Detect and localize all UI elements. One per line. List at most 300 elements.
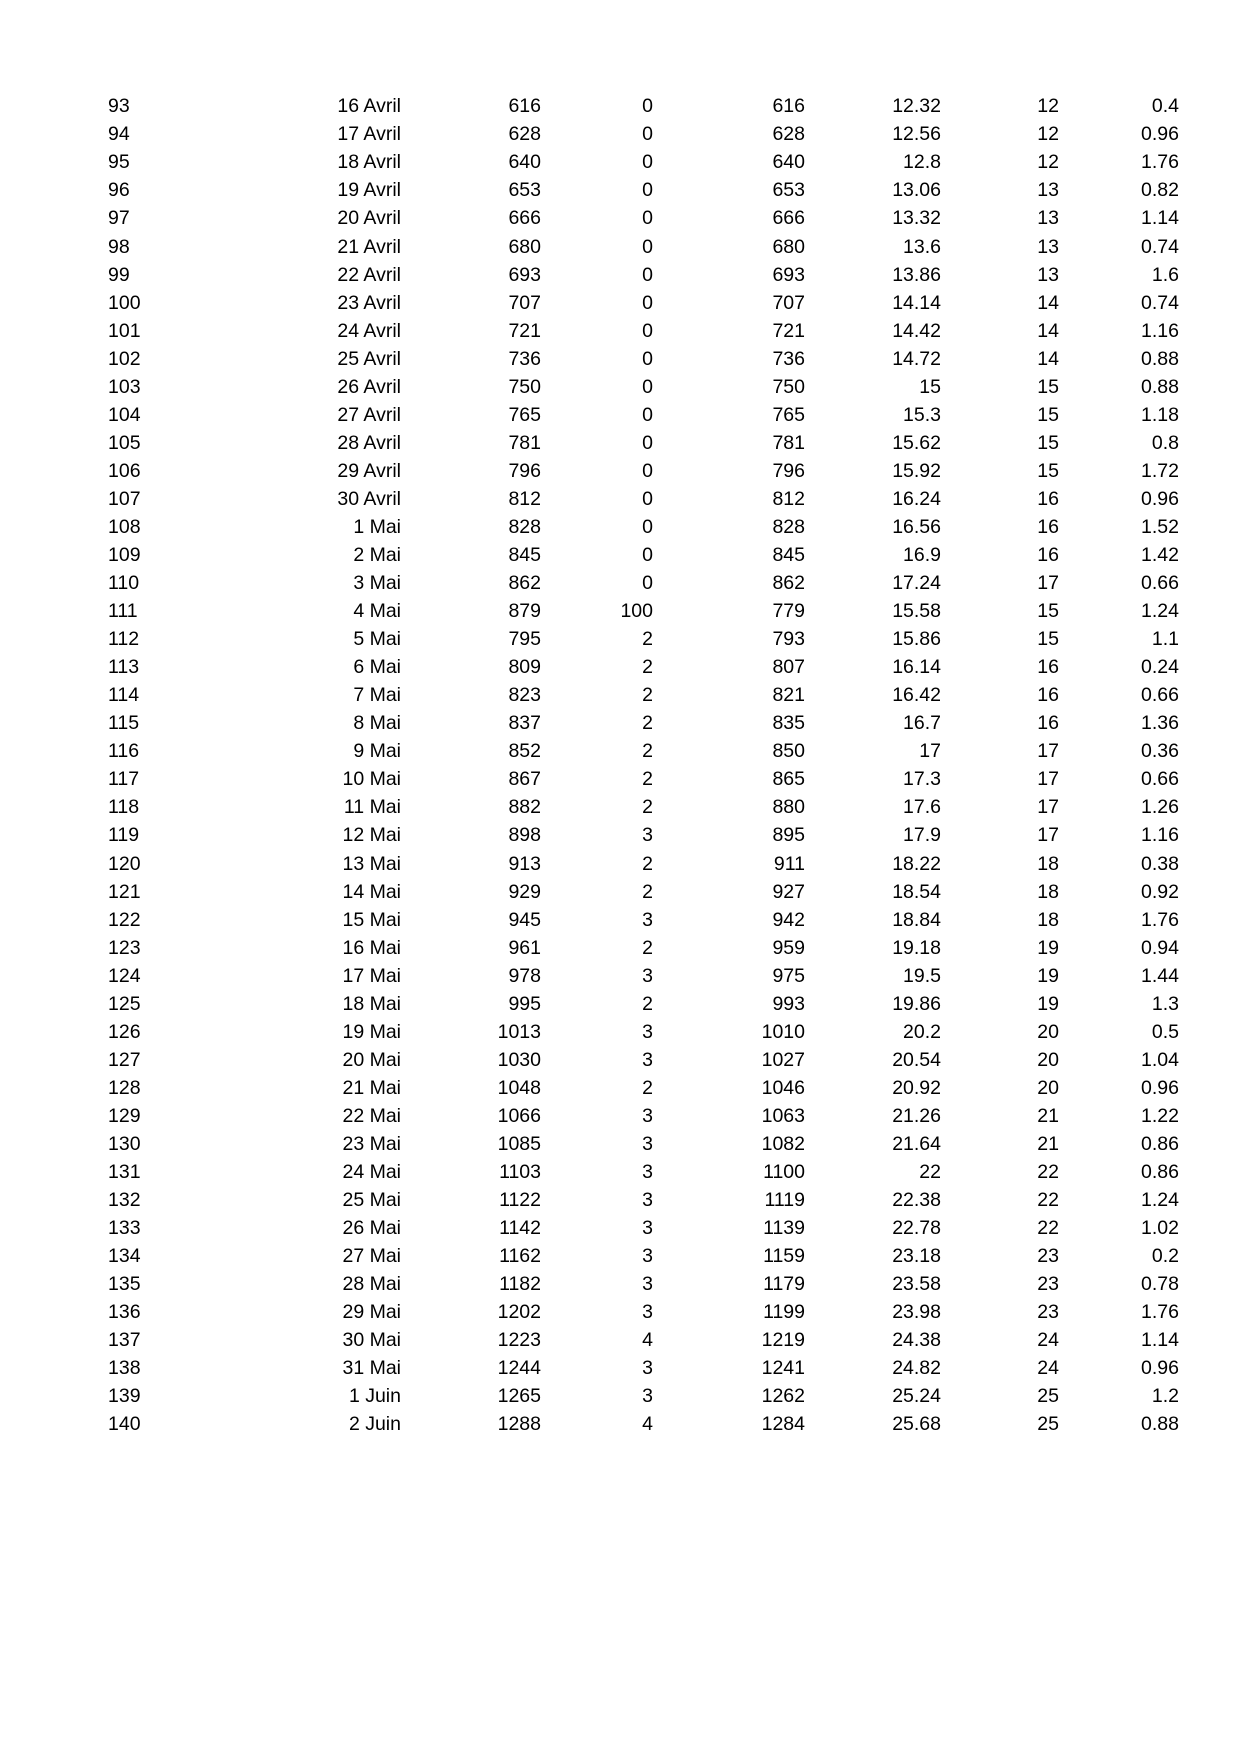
cell-delta: 0.74 xyxy=(1141,291,1179,314)
cell-total: 680 xyxy=(508,235,541,258)
cell-total: 852 xyxy=(508,740,541,763)
cell-removed: 3 xyxy=(642,824,653,847)
cell-total: 707 xyxy=(508,291,541,314)
cell-index: 137 xyxy=(108,1329,141,1352)
cell-net: 835 xyxy=(772,712,805,735)
cell-index: 129 xyxy=(108,1104,141,1127)
cell-rate: 22 xyxy=(919,1161,941,1184)
cell-rate: 12.56 xyxy=(892,123,941,146)
table-row xyxy=(108,598,1179,626)
cell-date: 16 Avril xyxy=(337,95,401,118)
cell-delta: 1.2 xyxy=(1151,1385,1179,1408)
cell-delta: 0.5 xyxy=(1151,1020,1179,1043)
cell-rounded: 21 xyxy=(1037,1133,1059,1155)
table-row xyxy=(108,1103,1179,1131)
cell-index: 96 xyxy=(108,179,130,202)
cell-index: 115 xyxy=(108,712,140,735)
cell-delta: 0.66 xyxy=(1141,572,1179,595)
cell-removed: 3 xyxy=(642,1161,653,1184)
cell-removed: 3 xyxy=(642,1273,653,1296)
cell-total: 1030 xyxy=(497,1048,541,1071)
table-row xyxy=(108,542,1179,570)
cell-rate: 13.32 xyxy=(892,207,941,230)
cell-date: 3 Mai xyxy=(353,572,401,595)
cell-date: 17 Avril xyxy=(337,123,401,146)
cell-total: 862 xyxy=(508,572,541,595)
cell-total: 978 xyxy=(508,964,541,987)
cell-index: 113 xyxy=(108,656,140,679)
cell-removed: 3 xyxy=(642,1133,653,1155)
cell-net: 750 xyxy=(772,375,805,398)
cell-removed: 0 xyxy=(642,95,653,118)
cell-net: 1284 xyxy=(761,1413,805,1436)
cell-index: 97 xyxy=(108,207,130,230)
cell-rate: 23.58 xyxy=(892,1273,941,1296)
table-row xyxy=(108,1215,1179,1243)
cell-date: 30 Mai xyxy=(342,1329,401,1352)
cell-removed: 0 xyxy=(642,403,653,426)
cell-index: 128 xyxy=(108,1076,141,1099)
cell-date: 8 Mai xyxy=(353,712,401,735)
cell-rounded: 16 xyxy=(1037,515,1059,538)
cell-rounded: 16 xyxy=(1037,544,1059,567)
cell-rate: 13.06 xyxy=(892,179,941,202)
cell-rate: 12.8 xyxy=(903,151,941,174)
cell-rate: 15 xyxy=(919,375,941,398)
cell-net: 1219 xyxy=(761,1329,805,1352)
cell-total: 653 xyxy=(508,179,541,202)
cell-rounded: 16 xyxy=(1037,712,1059,735)
cell-date: 7 Mai xyxy=(353,684,401,707)
cell-total: 640 xyxy=(508,151,541,174)
cell-rounded: 12 xyxy=(1037,123,1059,146)
cell-net: 781 xyxy=(772,431,805,454)
table-row xyxy=(108,1131,1179,1159)
cell-removed: 2 xyxy=(642,880,653,903)
cell-date: 1 Juin xyxy=(348,1385,401,1408)
cell-date: 31 Mai xyxy=(342,1357,401,1380)
cell-rounded: 23 xyxy=(1037,1301,1059,1324)
cell-index: 94 xyxy=(108,123,130,146)
cell-delta: 0.66 xyxy=(1141,684,1179,707)
cell-delta: 0.8 xyxy=(1151,431,1179,454)
cell-rate: 24.38 xyxy=(892,1329,941,1352)
cell-rounded: 23 xyxy=(1037,1245,1059,1268)
cell-delta: 0.66 xyxy=(1141,768,1179,791)
cell-net: 640 xyxy=(772,151,805,174)
cell-net: 1119 xyxy=(764,1189,805,1212)
cell-rounded: 16 xyxy=(1037,684,1059,707)
cell-total: 736 xyxy=(508,347,541,370)
cell-total: 1265 xyxy=(497,1385,541,1408)
cell-date: 29 Mai xyxy=(342,1301,401,1324)
cell-date: 2 Juin xyxy=(348,1413,401,1436)
cell-rate: 20.92 xyxy=(892,1076,941,1099)
cell-rounded: 12 xyxy=(1037,151,1059,174)
cell-net: 812 xyxy=(772,487,805,510)
table-row xyxy=(108,710,1179,738)
cell-date: 27 Avril xyxy=(337,403,401,426)
cell-rounded: 17 xyxy=(1037,572,1059,595)
cell-total: 961 xyxy=(508,936,541,959)
cell-date: 22 Mai xyxy=(342,1104,401,1127)
cell-rounded: 19 xyxy=(1037,992,1059,1015)
data-table xyxy=(108,93,1179,1439)
cell-date: 6 Mai xyxy=(353,656,401,679)
cell-removed: 0 xyxy=(642,123,653,146)
cell-net: 1063 xyxy=(761,1104,805,1127)
cell-delta: 0.92 xyxy=(1141,880,1179,903)
cell-total: 1103 xyxy=(499,1161,541,1184)
cell-index: 106 xyxy=(108,459,141,482)
cell-index: 100 xyxy=(108,291,141,314)
cell-index: 117 xyxy=(108,768,140,791)
cell-total: 1066 xyxy=(497,1104,541,1127)
cell-index: 114 xyxy=(108,684,140,707)
cell-total: 796 xyxy=(508,459,541,482)
cell-rounded: 18 xyxy=(1037,880,1059,903)
cell-total: 1162 xyxy=(499,1245,541,1268)
cell-index: 105 xyxy=(108,431,141,454)
cell-index: 95 xyxy=(108,151,130,174)
cell-date: 16 Mai xyxy=(342,936,401,959)
cell-rounded: 13 xyxy=(1037,263,1059,286)
table-row xyxy=(108,1019,1179,1047)
cell-removed: 3 xyxy=(642,1020,653,1043)
table-row xyxy=(108,654,1179,682)
cell-total: 879 xyxy=(508,600,541,623)
cell-date: 24 Avril xyxy=(337,319,401,342)
cell-delta: 0.96 xyxy=(1141,123,1179,146)
cell-rounded: 20 xyxy=(1037,1020,1059,1043)
cell-rate: 15.92 xyxy=(892,459,941,482)
cell-net: 707 xyxy=(772,291,805,314)
table-row xyxy=(108,1355,1179,1383)
cell-date: 10 Mai xyxy=(342,768,401,791)
cell-rounded: 20 xyxy=(1037,1048,1059,1071)
cell-rounded: 17 xyxy=(1037,740,1059,763)
cell-index: 134 xyxy=(108,1245,141,1268)
cell-removed: 0 xyxy=(642,263,653,286)
cell-delta: 0.88 xyxy=(1141,347,1179,370)
cell-index: 133 xyxy=(108,1217,141,1240)
cell-removed: 0 xyxy=(642,319,653,342)
cell-index: 122 xyxy=(108,908,141,931)
cell-total: 823 xyxy=(508,684,541,707)
cell-delta: 1.52 xyxy=(1141,515,1179,538)
cell-rate: 16.14 xyxy=(892,656,941,679)
cell-date: 30 Avril xyxy=(337,487,401,510)
cell-removed: 3 xyxy=(642,1357,653,1380)
cell-net: 828 xyxy=(772,515,805,538)
cell-rate: 22.38 xyxy=(892,1189,941,1212)
cell-date: 17 Mai xyxy=(342,964,401,987)
cell-date: 9 Mai xyxy=(353,740,401,763)
cell-rate: 17.6 xyxy=(903,796,941,819)
cell-index: 120 xyxy=(108,852,141,875)
table-row xyxy=(108,373,1179,401)
table-row xyxy=(108,177,1179,205)
cell-rate: 15.62 xyxy=(892,431,941,454)
cell-removed: 3 xyxy=(642,1189,653,1212)
table-row xyxy=(108,93,1179,121)
cell-net: 1241 xyxy=(761,1357,805,1380)
cell-date: 18 Avril xyxy=(337,151,401,174)
table-row xyxy=(108,402,1179,430)
cell-index: 140 xyxy=(108,1413,141,1436)
cell-date: 23 Avril xyxy=(337,291,401,314)
cell-delta: 1.72 xyxy=(1141,459,1179,482)
cell-delta: 1.76 xyxy=(1141,151,1179,174)
cell-rounded: 22 xyxy=(1037,1217,1059,1240)
cell-delta: 1.24 xyxy=(1141,600,1179,623)
cell-rounded: 15 xyxy=(1037,459,1059,482)
table-row xyxy=(108,1187,1179,1215)
cell-rate: 16.56 xyxy=(892,515,941,538)
cell-index: 139 xyxy=(108,1385,141,1408)
cell-date: 2 Mai xyxy=(353,544,401,567)
cell-rounded: 22 xyxy=(1037,1189,1059,1212)
cell-index: 132 xyxy=(108,1189,141,1212)
cell-rate: 25.24 xyxy=(892,1385,941,1408)
cell-rounded: 18 xyxy=(1037,852,1059,875)
table-row xyxy=(108,430,1179,458)
cell-date: 29 Avril xyxy=(337,459,401,482)
cell-net: 693 xyxy=(772,263,805,286)
cell-removed: 2 xyxy=(642,712,653,735)
cell-total: 628 xyxy=(508,123,541,146)
cell-rate: 18.84 xyxy=(892,908,941,931)
table-row xyxy=(108,233,1179,261)
cell-date: 14 Mai xyxy=(342,880,401,903)
table-row xyxy=(108,205,1179,233)
cell-rate: 16.9 xyxy=(903,544,941,567)
cell-rounded: 16 xyxy=(1037,487,1059,510)
cell-total: 781 xyxy=(508,431,541,454)
cell-total: 750 xyxy=(508,375,541,398)
cell-delta: 1.1 xyxy=(1151,628,1179,651)
cell-net: 865 xyxy=(772,768,805,791)
cell-removed: 100 xyxy=(620,600,653,623)
cell-rounded: 19 xyxy=(1037,964,1059,987)
cell-removed: 3 xyxy=(642,1104,653,1127)
table-row xyxy=(108,1047,1179,1075)
cell-removed: 0 xyxy=(642,459,653,482)
cell-delta: 1.22 xyxy=(1141,1104,1179,1127)
cell-removed: 2 xyxy=(642,628,653,651)
cell-index: 135 xyxy=(108,1273,141,1296)
cell-delta: 1.18 xyxy=(1141,403,1179,426)
cell-date: 12 Mai xyxy=(342,824,401,847)
cell-index: 103 xyxy=(108,375,141,398)
cell-total: 693 xyxy=(508,263,541,286)
cell-rate: 24.82 xyxy=(892,1357,941,1380)
cell-rate: 16.42 xyxy=(892,684,941,707)
cell-rate: 15.58 xyxy=(892,600,941,623)
cell-rounded: 19 xyxy=(1037,936,1059,959)
cell-removed: 0 xyxy=(642,431,653,454)
cell-net: 1139 xyxy=(763,1217,805,1240)
cell-removed: 2 xyxy=(642,684,653,707)
table-row xyxy=(108,317,1179,345)
cell-rate: 14.14 xyxy=(892,291,941,314)
cell-delta: 0.82 xyxy=(1141,179,1179,202)
cell-delta: 1.24 xyxy=(1141,1189,1179,1212)
table-row xyxy=(108,121,1179,149)
cell-removed: 3 xyxy=(642,1217,653,1240)
cell-date: 1 Mai xyxy=(353,515,401,538)
cell-delta: 1.44 xyxy=(1141,964,1179,987)
cell-date: 18 Mai xyxy=(342,992,401,1015)
table-row xyxy=(108,570,1179,598)
cell-removed: 0 xyxy=(642,207,653,230)
table-row xyxy=(108,1271,1179,1299)
cell-index: 123 xyxy=(108,936,141,959)
cell-date: 5 Mai xyxy=(353,628,401,651)
cell-delta: 0.88 xyxy=(1141,1413,1179,1436)
cell-removed: 0 xyxy=(642,487,653,510)
cell-rate: 14.72 xyxy=(892,347,941,370)
cell-total: 809 xyxy=(508,656,541,679)
cell-delta: 1.14 xyxy=(1141,1329,1179,1352)
cell-rate: 12.32 xyxy=(892,95,941,118)
cell-index: 101 xyxy=(108,319,141,342)
cell-rounded: 25 xyxy=(1037,1385,1059,1408)
cell-rate: 21.26 xyxy=(892,1104,941,1127)
table-row xyxy=(108,149,1179,177)
cell-date: 26 Avril xyxy=(337,375,401,398)
cell-delta: 0.2 xyxy=(1151,1245,1179,1268)
cell-index: 108 xyxy=(108,515,141,538)
cell-net: 628 xyxy=(772,123,805,146)
cell-net: 1199 xyxy=(763,1301,805,1324)
table-row xyxy=(108,991,1179,1019)
cell-rate: 19.5 xyxy=(903,964,941,987)
cell-net: 1159 xyxy=(763,1245,805,1268)
cell-delta: 1.36 xyxy=(1141,712,1179,735)
cell-date: 26 Mai xyxy=(342,1217,401,1240)
cell-index: 119 xyxy=(108,824,140,847)
cell-index: 98 xyxy=(108,235,130,258)
cell-net: 653 xyxy=(772,179,805,202)
cell-net: 616 xyxy=(772,95,805,118)
cell-delta: 0.86 xyxy=(1141,1161,1179,1184)
cell-delta: 1.04 xyxy=(1141,1048,1179,1071)
cell-rounded: 12 xyxy=(1037,95,1059,118)
cell-removed: 3 xyxy=(642,908,653,931)
cell-removed: 0 xyxy=(642,235,653,258)
cell-total: 1013 xyxy=(497,1020,541,1043)
cell-net: 1010 xyxy=(761,1020,805,1043)
table-row xyxy=(108,1411,1179,1439)
table-row xyxy=(108,794,1179,822)
table-row xyxy=(108,682,1179,710)
cell-removed: 2 xyxy=(642,1076,653,1099)
cell-rounded: 13 xyxy=(1037,179,1059,202)
cell-index: 138 xyxy=(108,1357,141,1380)
cell-rate: 15.86 xyxy=(892,628,941,651)
cell-rounded: 15 xyxy=(1037,431,1059,454)
cell-net: 796 xyxy=(772,459,805,482)
cell-rate: 16.7 xyxy=(903,712,941,735)
cell-total: 1244 xyxy=(497,1357,541,1380)
cell-removed: 4 xyxy=(642,1329,653,1352)
cell-net: 779 xyxy=(772,600,805,623)
table-row xyxy=(108,345,1179,373)
table-row xyxy=(108,1243,1179,1271)
cell-rounded: 14 xyxy=(1037,347,1059,370)
cell-total: 995 xyxy=(508,992,541,1015)
cell-net: 862 xyxy=(772,572,805,595)
cell-removed: 0 xyxy=(642,151,653,174)
cell-delta: 0.96 xyxy=(1141,487,1179,510)
cell-date: 15 Mai xyxy=(342,908,401,931)
cell-rate: 20.2 xyxy=(903,1020,941,1043)
cell-delta: 1.42 xyxy=(1141,544,1179,567)
cell-removed: 0 xyxy=(642,572,653,595)
cell-date: 24 Mai xyxy=(342,1161,401,1184)
cell-delta: 1.16 xyxy=(1141,319,1179,342)
cell-delta: 0.88 xyxy=(1141,375,1179,398)
cell-date: 21 Avril xyxy=(337,235,401,258)
cell-total: 828 xyxy=(508,515,541,538)
cell-net: 1027 xyxy=(761,1048,805,1071)
cell-net: 895 xyxy=(772,824,805,847)
cell-net: 1082 xyxy=(761,1133,805,1155)
cell-delta: 0.36 xyxy=(1141,740,1179,763)
cell-net: 942 xyxy=(772,908,805,931)
cell-rate: 13.6 xyxy=(903,235,941,258)
cell-delta: 1.3 xyxy=(1151,992,1179,1015)
table-row xyxy=(108,289,1179,317)
cell-index: 102 xyxy=(108,347,141,370)
cell-total: 867 xyxy=(508,768,541,791)
cell-total: 721 xyxy=(508,319,541,342)
table-row xyxy=(108,1075,1179,1103)
cell-rounded: 17 xyxy=(1037,768,1059,791)
cell-rate: 25.68 xyxy=(892,1413,941,1436)
cell-rounded: 23 xyxy=(1037,1273,1059,1296)
cell-delta: 0.4 xyxy=(1151,95,1179,118)
cell-net: 721 xyxy=(772,319,805,342)
cell-removed: 3 xyxy=(642,1048,653,1071)
table-row xyxy=(108,906,1179,934)
cell-index: 118 xyxy=(108,796,140,819)
cell-index: 124 xyxy=(108,964,141,987)
cell-total: 1142 xyxy=(499,1217,541,1240)
cell-removed: 2 xyxy=(642,796,653,819)
table-row xyxy=(108,1299,1179,1327)
cell-removed: 3 xyxy=(642,964,653,987)
cell-removed: 0 xyxy=(642,375,653,398)
cell-rate: 19.86 xyxy=(892,992,941,1015)
cell-removed: 0 xyxy=(642,291,653,314)
cell-total: 929 xyxy=(508,880,541,903)
cell-removed: 3 xyxy=(642,1301,653,1324)
cell-rate: 14.42 xyxy=(892,319,941,342)
cell-date: 27 Mai xyxy=(342,1245,401,1268)
cell-total: 1085 xyxy=(497,1133,541,1155)
cell-rounded: 15 xyxy=(1037,628,1059,651)
cell-total: 898 xyxy=(508,824,541,847)
cell-rounded: 15 xyxy=(1037,403,1059,426)
cell-rate: 17.24 xyxy=(892,572,941,595)
table-row xyxy=(108,1383,1179,1411)
cell-rate: 18.54 xyxy=(892,880,941,903)
cell-net: 1100 xyxy=(763,1161,805,1184)
cell-removed: 2 xyxy=(642,656,653,679)
cell-rounded: 17 xyxy=(1037,796,1059,819)
